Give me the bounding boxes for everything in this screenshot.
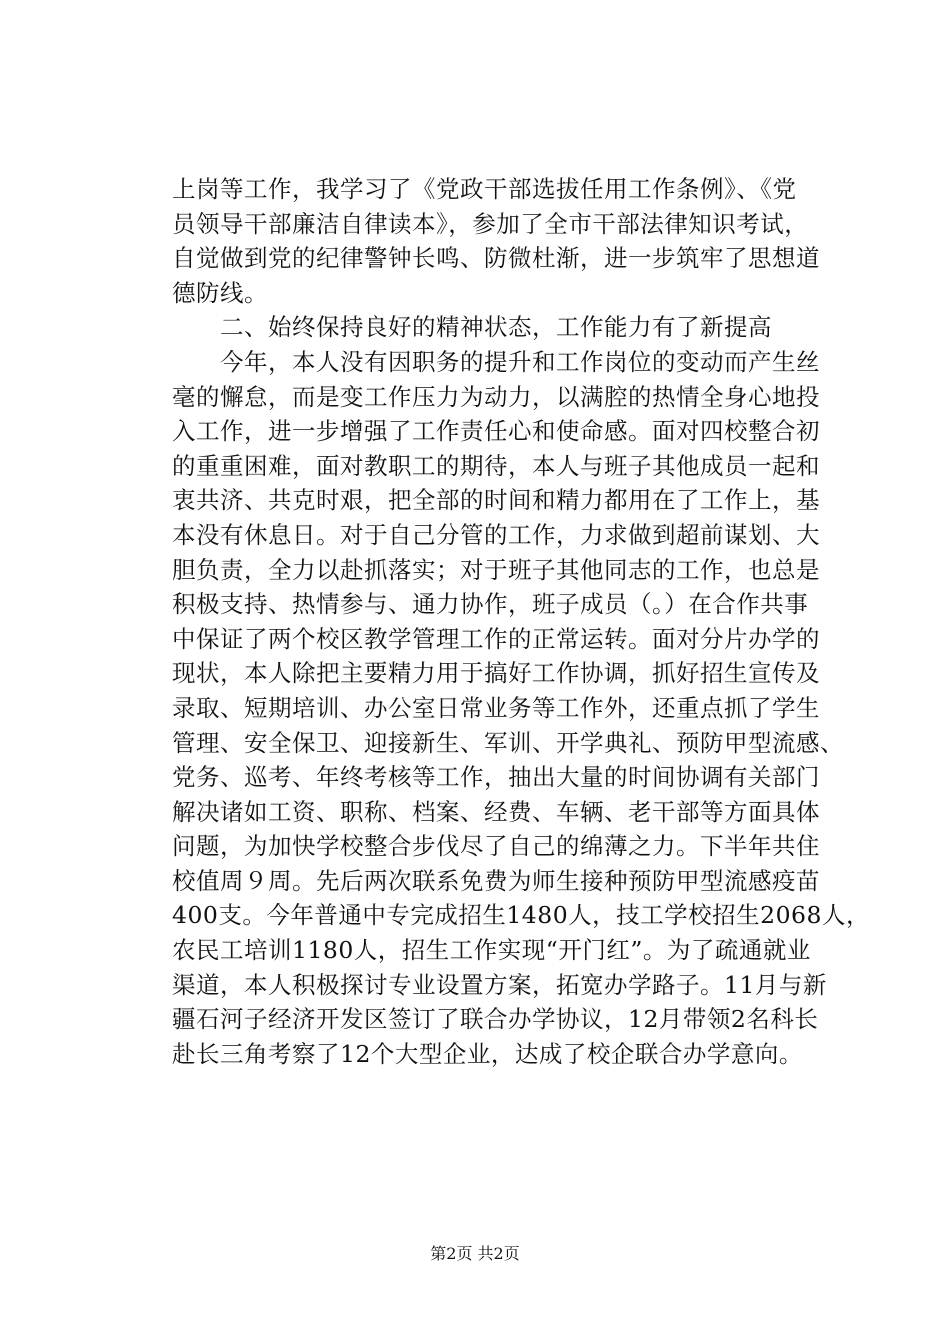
- text-line: 问题，为加快学校整合步伐尽了自己的绵薄之力。下半年共住: [172, 832, 820, 861]
- text-line: 党务、巡考、年终考核等工作，抽出大量的时间协调有关部门: [172, 763, 820, 792]
- text-line: 校值周９周。先后两次联系免费为师生接种预防甲型流感疫苗: [172, 866, 820, 895]
- text-line: 中保证了两个校区教学管理工作的正常运转。面对分片办学的: [172, 624, 820, 653]
- page-number-footer: 第2页 共2页: [430, 1244, 520, 1263]
- text-line: 胆负责，全力以赴抓落实；对于班子其他同志的工作，也总是: [172, 555, 820, 584]
- text-line: 渠道，本人积极探讨专业设置方案，拓宽办学路子。11月与新: [172, 970, 827, 999]
- text-line: 衷共济、共克时艰，把全部的时间和精力都用在了工作上，基: [172, 486, 820, 515]
- text-line: 疆石河子经济开发区签订了联合办学协议，12月带领2名科长: [172, 1005, 819, 1034]
- text-line: 积极支持、热情参与、通力协作，班子成员（。）在合作共事: [172, 590, 809, 619]
- text-line: 自觉做到党的纪律警钟长鸣、防微杜渐，进一步筑牢了思想道: [172, 244, 820, 273]
- text-line: 毫的懈怠，而是变工作压力为动力，以满腔的热情全身心地投: [172, 382, 820, 411]
- text-line: 现状，本人除把主要精力用于搞好工作协调，抓好招生宣传及: [172, 659, 820, 688]
- text-line: 德防线。: [172, 278, 268, 307]
- text-line: 的重重困难，面对教职工的期待，本人与班子其他成员一起和: [172, 451, 820, 480]
- text-line: 录取、短期培训、办公室日常业务等工作外，还重点抓了学生: [172, 693, 820, 722]
- text-line: 400支。今年普通中专完成招生1480人，技工学校招生2068人，: [172, 901, 870, 930]
- text-line: 上岗等工作，我学习了《党政干部选拔任用工作条例》、《党: [172, 175, 797, 203]
- text-line: 本没有休息日。对于自己分管的工作，力求做到超前谋划、大: [172, 520, 820, 549]
- body-text: [172, 172, 870, 1071]
- text-line: 赴长三角考察了12个大型企业，达成了校企联合办学意向。: [172, 1039, 803, 1068]
- text-line: 解决诸如工资、职称、档案、经费、车辆、老干部等方面具体: [172, 797, 820, 826]
- text-line: 入工作，进一步增强了工作责任心和使命感。面对四校整合初: [172, 417, 820, 446]
- text-line: 员领导干部廉洁自律读本》，参加了全市干部法律知识考试，: [172, 209, 809, 238]
- text-line: 农民工培训1180人，招生工作实现“开门红”。为了疏通就业: [172, 936, 811, 965]
- section-heading: 二、始终保持良好的精神状态，工作能力有了新提高: [172, 313, 772, 342]
- text-line: 管理、安全保卫、迎接新生、军训、开学典礼、预防甲型流感、: [172, 728, 844, 757]
- text-line: 今年，本人没有因职务的提升和工作岗位的变动而产生丝: [172, 347, 820, 376]
